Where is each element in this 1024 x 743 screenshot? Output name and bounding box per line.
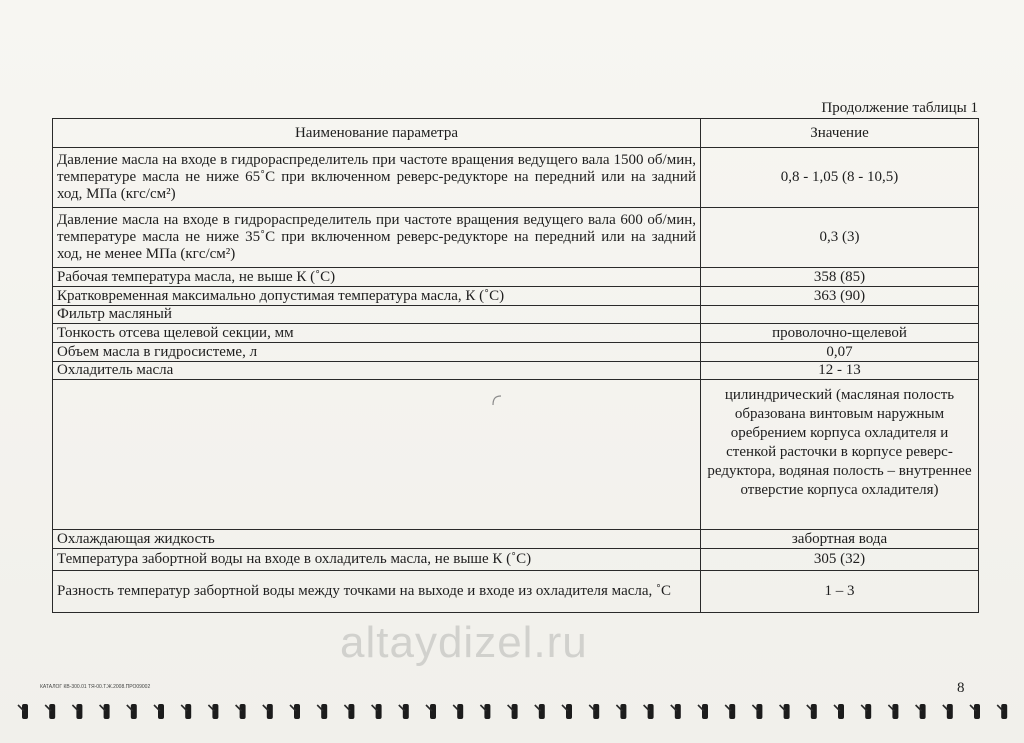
table-row — [53, 268, 979, 287]
table-row — [53, 380, 979, 530]
param-value: проволочно-щелевой — [701, 324, 979, 343]
column-header-name: Наименование параметра — [53, 119, 701, 148]
table-row — [53, 306, 979, 324]
binding-hole-icon — [970, 704, 980, 719]
binding-hole-icon — [290, 704, 300, 719]
binding-hole-icon — [997, 704, 1007, 719]
binding-hole-icon — [535, 704, 545, 719]
binding-hole-icon — [453, 704, 463, 719]
param-value: 12 - 13 — [701, 362, 979, 380]
param-value: цилиндрический (масляная полость образована винтовым наружным оребрением корпуса охладителя и стенкой расточки в корпусе реверс-редуктора, водяная полость – внутреннее отверстие корпуса охладителя) — [701, 380, 979, 530]
param-name: Фильтр масляный — [53, 306, 701, 324]
binding-hole-icon — [671, 704, 681, 719]
param-value: забортная вода — [701, 530, 979, 549]
watermark: altaydizel.ru — [340, 618, 588, 667]
table-row — [53, 148, 979, 208]
table-row — [53, 571, 979, 613]
binding-hole-icon — [943, 704, 953, 719]
binding-hole-icon — [399, 704, 409, 719]
binding-hole-icon — [344, 704, 354, 719]
param-value: 305 (32) — [701, 549, 979, 571]
param-value: 1 – 3 — [701, 571, 979, 613]
param-name: Температура забортной воды на входе в охладитель масла, не выше К (˚С) — [53, 549, 701, 571]
binding-hole-icon — [616, 704, 626, 719]
table-row — [53, 530, 979, 549]
binding-hole-icon — [807, 704, 817, 719]
param-name: Охладитель масла — [53, 362, 701, 380]
continuation-label: Продолжение таблицы 1 — [821, 100, 978, 116]
binding-hole-icon — [698, 704, 708, 719]
table-row — [53, 324, 979, 343]
binding-hole-icon — [208, 704, 218, 719]
param-name: Рабочая температура масла, не выше К (˚С) — [53, 268, 701, 287]
param-value: 358 (85) — [701, 268, 979, 287]
binding-hole-icon — [236, 704, 246, 719]
table-header-row — [53, 119, 979, 148]
table-row — [53, 208, 979, 268]
column-header-value: Значение — [701, 119, 979, 148]
binding-hole-icon — [372, 704, 382, 719]
param-name: Разность температур забортной воды между точками на выходе и входе из охладителя масла, ˚С — [53, 571, 701, 613]
binding-hole-icon — [426, 704, 436, 719]
binding-hole-icon — [45, 704, 55, 719]
binding-hole-icon — [18, 704, 28, 719]
param-name: Давление масла на входе в гидрораспределитель при частоте вращения ведущего вала 1500 об/мин, температуре масла не ниже 65˚С при включенном реверс-редукторе на передний или на задний ход, МПа (кгс/см²) — [53, 148, 701, 208]
pencil-mark-icon — [490, 393, 504, 407]
binding-hole-icon — [181, 704, 191, 719]
param-name: Охлаждающая жидкость — [53, 530, 701, 549]
binding-hole-icon — [752, 704, 762, 719]
param-name: Объем масла в гидросистеме, л — [53, 343, 701, 362]
table-row — [53, 549, 979, 571]
binding-hole-icon — [72, 704, 82, 719]
binding-hole-icon — [100, 704, 110, 719]
binding-hole-icon — [263, 704, 273, 719]
binding-hole-icon — [834, 704, 844, 719]
binding-hole-icon — [508, 704, 518, 719]
param-value: 0,07 — [701, 343, 979, 362]
param-value: 363 (90) — [701, 287, 979, 306]
param-name: Кратковременная максимально допустимая температура масла, К (˚С) — [53, 287, 701, 306]
parameters-table — [52, 118, 979, 613]
footer-code: КАТАЛОГ КВ-300.01 ТЯ-00.Т.Ж.2008.ПРО09002 — [40, 684, 151, 690]
binding-hole-icon — [480, 704, 490, 719]
binding-hole-icon — [861, 704, 871, 719]
param-value — [701, 306, 979, 324]
binding-hole-icon — [725, 704, 735, 719]
binding-hole-icon — [589, 704, 599, 719]
binding-hole-icon — [317, 704, 327, 719]
binding-hole-icon — [644, 704, 654, 719]
binding-hole-icon — [154, 704, 164, 719]
binding-hole-icon — [127, 704, 137, 719]
param-name: Тонкость отсева щелевой секции, мм — [53, 324, 701, 343]
binding-hole-icon — [916, 704, 926, 719]
binding-hole-icon — [562, 704, 572, 719]
param-name — [53, 380, 701, 530]
table-row — [53, 362, 979, 380]
binding-hole-icon — [780, 704, 790, 719]
spiral-binding — [0, 697, 1024, 743]
binding-hole-icon — [888, 704, 898, 719]
param-value: 0,8 - 1,05 (8 - 10,5) — [701, 148, 979, 208]
table-row — [53, 287, 979, 306]
param-value: 0,3 (3) — [701, 208, 979, 268]
param-name: Давление масла на входе в гидрораспределитель при частоте вращения ведущего вала 600 об/мин, температуре масла не ниже 35˚С при включенном реверс-редукторе на передний или на задний ход, не менее МПа (кгс/см²) — [53, 208, 701, 268]
page-number: 8 — [957, 680, 965, 696]
table-row — [53, 343, 979, 362]
